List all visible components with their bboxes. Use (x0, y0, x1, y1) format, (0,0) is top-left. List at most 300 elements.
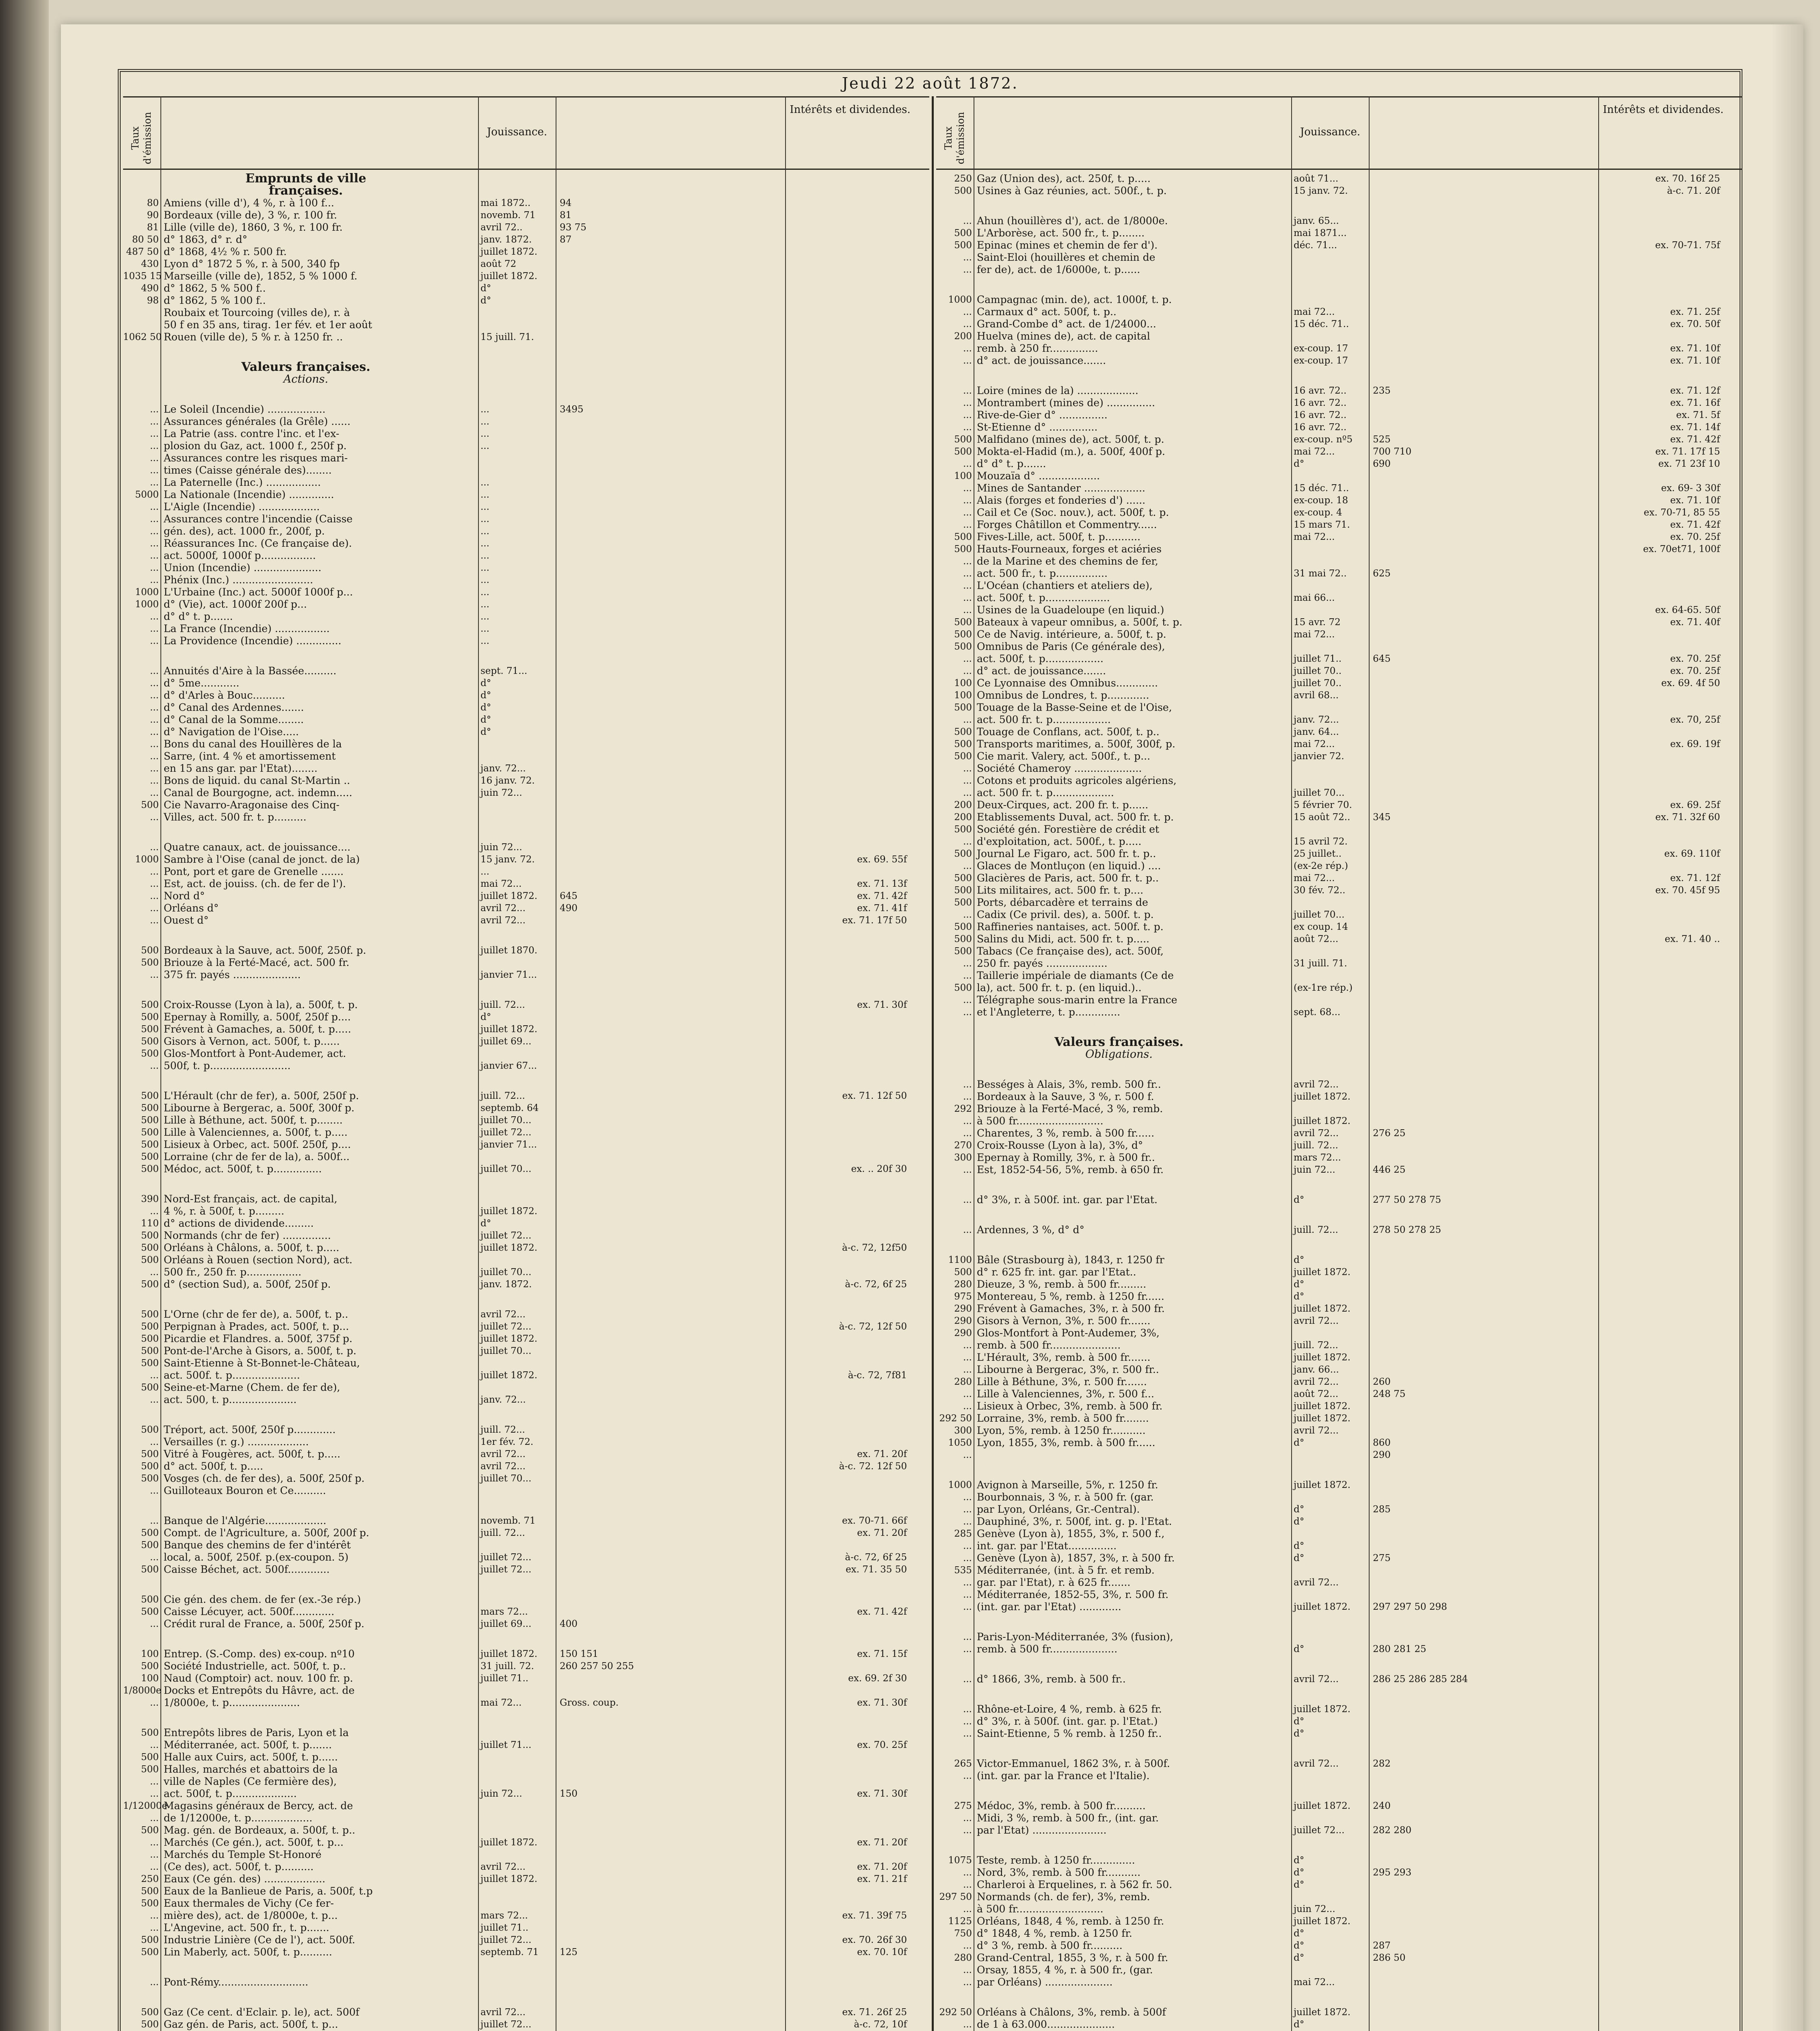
issue-rate: 500 (141, 1139, 159, 1150)
issue-rate: ... (963, 970, 972, 981)
security-name: Industrie Linière (Ce de l'), act. 500f. (164, 1934, 355, 1946)
issue-rate: ... (963, 995, 972, 1005)
issue-rate: 1050 (948, 1438, 972, 1448)
jouissance-date: 31 juill. 71. (1294, 958, 1347, 969)
security-name: Actions. (283, 373, 329, 385)
dividend: ex. 70, 25f (1670, 715, 1720, 725)
dividend: ex. 70. 50f (1670, 319, 1720, 329)
issue-rate: ... (963, 1492, 972, 1503)
row-spacer (936, 1061, 1742, 1078)
security-name: Croix-Rousse (Lyon à la), 3%, d° (977, 1139, 1143, 1151)
security-name: act. 500 fr. t. p................... (977, 787, 1114, 799)
dividend: ex. 71. 12f (1670, 873, 1720, 883)
jouissance-date: juillet 72... (480, 1127, 532, 1138)
jouissance-date: avril 72... (1294, 1316, 1339, 1326)
issue-rate: ... (963, 319, 972, 329)
row-spacer (123, 1072, 929, 1090)
jouissance-date: juillet 1872. (480, 1370, 538, 1381)
issue-rate: ... (150, 1862, 159, 1872)
issue-rate: 500 (141, 1898, 159, 1909)
listing-row (123, 999, 929, 1011)
jouissance-date: (ex-1re rép.) (1294, 983, 1353, 993)
listing-row (123, 1278, 929, 1290)
subsection-heading (123, 373, 929, 385)
issue-rate: 200 (954, 331, 972, 342)
jouissance-date: juillet 1872. (1294, 1801, 1351, 1811)
listing-row (936, 185, 1742, 197)
issue-rate: 270 (954, 1140, 972, 1151)
listing-row (123, 574, 929, 586)
listing-row (936, 970, 1742, 982)
jouissance-date: d° (1294, 1879, 1305, 1890)
jouissance-date: ... (480, 441, 489, 451)
listing-row (123, 1976, 929, 1988)
dividend: à-c. 72, 6f 25 (845, 1552, 907, 1563)
security-name: d° act. 500f, t. p..... (164, 1460, 263, 1472)
price-quotes: 690 (1373, 459, 1391, 469)
listing-row (123, 1254, 929, 1266)
listing-row (123, 1485, 929, 1497)
jouissance-date: juill. 72... (480, 1425, 525, 1435)
right-table-header (936, 96, 1742, 170)
security-name: L'Arborèse, act. 500 fr., t. p........ (977, 227, 1145, 239)
listing-row (936, 775, 1742, 787)
jouissance-date: juin 72... (480, 842, 522, 853)
jouissance-date: mai 72... (480, 879, 522, 889)
issue-rate: 1/12000e (123, 1801, 168, 1811)
jouissance-date: d° (480, 727, 491, 737)
issue-rate: 500 (141, 1164, 159, 1174)
security-name: Cail et Ce (Soc. nouv.), act. 500f, t. p. (977, 507, 1169, 518)
header-taux: Taux d'émission (943, 112, 966, 165)
listing-row (123, 914, 929, 927)
jouissance-date: d° (1294, 1438, 1305, 1448)
jouissance-date: juillet 1872. (480, 1243, 538, 1253)
issue-rate: ... (963, 1389, 972, 1399)
dividend: ex. 69. 4f 50 (1661, 678, 1720, 689)
security-name: 500f, t. p......................... (164, 1060, 291, 1072)
security-name: Nord d° (164, 890, 205, 902)
jouissance-date: juillet 70... (480, 1115, 532, 1126)
listing-row (936, 604, 1742, 616)
listing-row (123, 1824, 929, 1836)
issue-rate: ... (963, 1644, 972, 1654)
security-name: par Orléans) ..................... (977, 1976, 1113, 1988)
issue-rate: 500 (954, 641, 972, 652)
issue-rate: ... (150, 1370, 159, 1381)
security-name: Entrep. (S.-Comp. des) ex-coup. nº10 (164, 1648, 355, 1660)
security-name: Bâle (Strasbourg à), 1843, r. 1250 fr (977, 1254, 1164, 1266)
dividend: ex. 70-71. 75f (1655, 240, 1720, 251)
price-quotes: 286 25 286 285 284 (1373, 1674, 1468, 1685)
dividend: ex. 71. 10f (1670, 343, 1720, 354)
left-table-header (123, 96, 929, 170)
jouissance-date: d° (1294, 1940, 1305, 1951)
price-quotes: 282 (1373, 1758, 1391, 1769)
issue-rate: 1000 (135, 587, 159, 598)
security-name: Assurances contre l'incendie (Caisse (164, 513, 353, 525)
jouissance-date: mai 1871... (1294, 228, 1347, 238)
jouissance-date: mai 72... (480, 1698, 522, 1708)
issue-rate: 500 (141, 1935, 159, 1945)
security-name: Ce Lyonnaise des Omnibus............. (977, 677, 1158, 689)
listing-row (123, 714, 929, 726)
listing-row (123, 1217, 929, 1230)
jouissance-date: ... (480, 599, 489, 610)
security-name: Genève (Lyon à), 1855, 3%, r. 500 f., (977, 1528, 1165, 1539)
dividend: ex. 71. 13f (857, 879, 907, 889)
row-spacer (123, 1290, 929, 1308)
issue-rate: 80 50 (132, 234, 159, 245)
issue-rate: ... (150, 727, 159, 737)
security-name: Lin Maberly, act. 500f, t. p.......... (164, 1946, 332, 1958)
jouissance-date: juillet 70.. (1294, 678, 1342, 689)
book-binding (0, 0, 49, 2031)
security-name: Bordeaux à la Sauve, act. 500f, 250f. p. (164, 944, 366, 956)
security-name: 50 f en 35 ans, tirag. 1er fév. et 1er août (164, 319, 372, 331)
security-name: Charleroi à Erquelines, r. à 562 fr. 50. (977, 1879, 1173, 1890)
security-name: Lits militaires, act. 500 fr. t. p.... (977, 884, 1144, 896)
security-name: Epernay à Romilly, 3%, r. à 500 fr.. (977, 1152, 1155, 1163)
jouissance-date: d° (1294, 1953, 1305, 1963)
jouissance-date: 15 avril 72. (1294, 836, 1348, 847)
listing-row (123, 1618, 929, 1630)
jouissance-date: ... (480, 538, 489, 549)
price-quotes: 287 (1373, 1940, 1391, 1951)
dividend: ex. 71. 35 50 (846, 1564, 907, 1575)
jouissance-date: juillet 1872. (480, 1334, 538, 1344)
issue-rate: ... (150, 666, 159, 676)
dividend: à-c. 72, 12f50 (842, 1243, 907, 1253)
listing-row (123, 1436, 929, 1448)
issue-rate: 500 (141, 1036, 159, 1047)
listing-row (936, 933, 1742, 945)
jouissance-date: avril 72... (1294, 1425, 1339, 1436)
security-name: La Paternelle (Inc.) ................. (164, 476, 321, 488)
jouissance-date: ... (480, 404, 489, 415)
security-name: Sarre, (int. 4 % et amortissement (164, 750, 336, 762)
listing-row (936, 318, 1742, 330)
listing-row (936, 1278, 1742, 1290)
listing-row (123, 902, 929, 914)
listing-row (936, 860, 1742, 872)
listing-row (123, 1697, 929, 1709)
issue-rate: ... (963, 252, 972, 263)
security-name: Carmaux d° act. 500f, t. p.. (977, 306, 1117, 318)
security-name: Salins du Midi, act. 500 fr. t. p..... (977, 933, 1149, 945)
listing-row (123, 1551, 929, 1563)
security-name: Emprunts de ville (245, 171, 366, 186)
security-name: times (Caisse générale des)........ (164, 464, 332, 476)
jouissance-date: d° (1294, 1716, 1305, 1727)
listing-row (936, 1412, 1742, 1425)
issue-rate: ... (150, 891, 159, 901)
listing-row (123, 1751, 929, 1763)
security-name: 250 fr. payés ................... (977, 957, 1108, 969)
listing-row (123, 234, 929, 246)
price-quotes: 260 257 50 255 (560, 1661, 634, 1672)
jouissance-date: sept. 68... (1294, 1007, 1341, 1018)
jouissance-date: ... (480, 416, 489, 427)
security-name: L'Hérault, 3%, remb. à 500 fr....... (977, 1351, 1151, 1363)
issue-rate: 500 (141, 1473, 159, 1484)
jouissance-date: ... (480, 636, 489, 646)
security-name: Phénix (Inc.) ......................... (164, 574, 313, 586)
listing-row (123, 1672, 929, 1685)
security-name: Lyon, 5%, remb. à 1250 fr........... (977, 1425, 1146, 1436)
listing-row (936, 1601, 1742, 1613)
dividend: ex. 71. 20f (857, 1449, 907, 1459)
listing-row (123, 1873, 929, 1885)
listing-row (936, 1400, 1742, 1412)
listing-row (936, 1964, 1742, 1976)
issue-rate: ... (150, 915, 159, 926)
jouissance-date: avril 72.. (480, 222, 523, 233)
issue-rate: 500 (954, 617, 972, 628)
security-name: act. 500f, t. p.................... (977, 592, 1110, 604)
price-quotes: 150 (560, 1788, 578, 1799)
security-name: d° d° t. p....... (164, 611, 233, 622)
security-name: en 15 ans gar. par l'Etat)........ (164, 762, 318, 774)
issue-rate: 500 (141, 1255, 159, 1265)
issue-rate: 487 50 (126, 247, 159, 257)
price-quotes: 297 297 50 298 (1373, 1602, 1447, 1612)
jouissance-date: juillet 1872. (480, 891, 538, 901)
listing-row (123, 1812, 929, 1824)
dividend: ex. 71. 10f (1670, 355, 1720, 366)
security-name: Lille à Valenciennes, 3%, r. 500 f... (977, 1388, 1154, 1400)
issue-rate: 110 (141, 1218, 159, 1229)
issue-rate: 300 (954, 1152, 972, 1163)
issue-rate: 500 (141, 1728, 159, 1738)
issue-rate: ... (963, 1364, 972, 1375)
dividend: ex. 69. 19f (1670, 739, 1720, 749)
dividend: ex. 71. 17f 15 (1655, 446, 1720, 457)
security-name: La Patrie (ass. contre l'inc. et l'ex- (164, 428, 340, 440)
jouissance-date: novemb. 71 (480, 210, 536, 221)
security-name: Ouest d° (164, 914, 209, 926)
listing-row (936, 726, 1742, 738)
jouissance-date: d° (480, 1012, 491, 1022)
row-spacer (123, 343, 929, 361)
issue-rate: ... (150, 453, 159, 463)
issue-rate: 500 (141, 1152, 159, 1162)
listing-row (936, 787, 1742, 799)
issue-rate: ... (150, 702, 159, 713)
issue-rate: 500 (141, 1825, 159, 1836)
issue-rate: ... (150, 866, 159, 877)
issue-rate: ... (150, 636, 159, 646)
dividend: à-c. 72, 10f (854, 2019, 907, 2030)
row-spacer (123, 1175, 929, 1193)
dividend: ex. 71. 10f (1670, 495, 1720, 506)
security-name: Rive-de-Gier d° ............... (977, 409, 1108, 421)
issue-rate: ... (963, 1674, 972, 1685)
jouissance-date: juillet 72... (480, 1564, 532, 1575)
jouissance-date: ... (480, 429, 489, 439)
jouissance-date: juillet 70... (480, 1473, 532, 1484)
dividend: à-c. 72, 12f 50 (839, 1321, 907, 1332)
issue-rate: ... (150, 1267, 159, 1277)
listing-row (123, 1205, 929, 1217)
jouissance-date: janvier 67... (480, 1061, 537, 1071)
jouissance-date: juin 72... (1294, 1904, 1335, 1914)
issue-rate: 500 (141, 1886, 159, 1897)
row-spacer (936, 1236, 1742, 1254)
issue-rate: 500 (141, 800, 159, 810)
listing-row (936, 2006, 1742, 2018)
jouissance-date: janvier 72. (1294, 751, 1344, 762)
issue-rate: 500 (141, 2019, 159, 2030)
issue-rate: ... (963, 1450, 972, 1460)
security-name: Lisieux à Orbec, act. 500f. 250f, p.... (164, 1139, 351, 1150)
issue-rate: ... (963, 1516, 972, 1527)
security-name: à 500 fr........................... (977, 1115, 1104, 1127)
listing-row (936, 1728, 1742, 1740)
security-name: Roubaix et Tourcoing (villes de), r. à (164, 307, 350, 318)
issue-rate: ... (963, 216, 972, 226)
listing-row (936, 1351, 1742, 1364)
listing-row (936, 884, 1742, 896)
issue-rate: ... (963, 1352, 972, 1363)
issue-rate: ... (150, 903, 159, 914)
jouissance-date: 16 avr. 72.. (1294, 410, 1347, 420)
security-name: Compt. de l'Agriculture, a. 500f, 200f p. (164, 1527, 369, 1539)
jouissance-date: 31 mai 72.. (1294, 568, 1347, 579)
issue-rate: ... (963, 775, 972, 786)
dividend: à-c. 72, 6f 25 (845, 1279, 907, 1290)
jouissance-date: juillet 69... (480, 1619, 532, 1629)
security-name: Banque de l'Algérie................... (164, 1515, 327, 1526)
listing-row (936, 896, 1742, 909)
jouissance-date: juillet 1872. (1294, 1413, 1351, 1424)
dividend: ex. 71. 20f (857, 1862, 907, 1872)
jouissance-date: juillet 1872. (1294, 1916, 1351, 1927)
dividend: ex. 64-65. 50f (1655, 605, 1720, 615)
issue-rate: ... (150, 611, 159, 622)
listing-row (936, 1800, 1742, 1812)
jouissance-date: ... (480, 477, 489, 488)
security-name: act. 5000f, 1000f p................. (164, 550, 316, 561)
listing-row (936, 251, 1742, 264)
issue-rate: ... (150, 1485, 159, 1496)
issue-rate: 500 (141, 1764, 159, 1775)
listing-row (123, 1035, 929, 1048)
jouissance-date: avril 72... (1294, 1079, 1339, 1090)
dividend: ex. 71. 42f (857, 1607, 907, 1617)
jouissance-date: ex-coup. 17 (1294, 355, 1348, 366)
listing-row (123, 221, 929, 234)
issue-rate: 500 (954, 629, 972, 640)
issue-rate: 500 (141, 1321, 159, 1332)
issue-rate: 500 (141, 1103, 159, 1113)
issue-rate: 500 (141, 1309, 159, 1320)
issue-rate: ... (963, 1728, 972, 1739)
issue-rate: ... (150, 715, 159, 725)
security-name: Teste, remb. à 1250 fr.............. (977, 1854, 1135, 1866)
security-name: la), act. 500 fr. t. p. (en liquid.).. (977, 982, 1142, 994)
security-name: Orléans d° (164, 902, 219, 914)
jouissance-date: ... (480, 489, 489, 500)
jouissance-date: 15 août 72.. (1294, 812, 1350, 823)
issue-rate: 1/8000e (123, 1685, 162, 1696)
security-name: Obligations. (1085, 1048, 1153, 1061)
issue-rate: ... (150, 1619, 159, 1629)
issue-rate: 500 (141, 1947, 159, 1957)
issue-rate: 500 (954, 544, 972, 554)
security-name: Eaux thermales de Vichy (Ce fer- (164, 1897, 334, 1909)
listing-row (936, 1631, 1742, 1643)
security-name: Gisors à Vernon, act. 500f, t. p...... (164, 1035, 340, 1047)
listing-row (936, 385, 1742, 397)
security-name: Montrambert (mines de) ............... (977, 397, 1155, 409)
jouissance-date: mai 72... (1294, 446, 1335, 457)
issue-rate: ... (150, 739, 159, 749)
issue-rate: ... (963, 861, 972, 871)
listing-row (936, 342, 1742, 355)
issue-rate: 500 (954, 849, 972, 859)
issue-rate: ... (963, 715, 972, 725)
listing-row (123, 702, 929, 714)
issue-rate: ... (963, 2019, 972, 2030)
issue-rate: ... (150, 1977, 159, 1988)
security-name: Banque des chemins de fer d'intérêt (164, 1539, 351, 1551)
listing-row (123, 689, 929, 702)
security-name: Lille (ville de), 1860, 3 %, r. 100 fr. (164, 221, 343, 233)
listing-row (123, 197, 929, 209)
listing-row (936, 702, 1742, 714)
issue-rate: 500 (141, 1564, 159, 1575)
jouissance-date: août 72 (480, 259, 517, 269)
security-name: Lyon d° 1872 5 %, r. à 500, 340 fp (164, 258, 340, 270)
issue-rate: ... (963, 568, 972, 579)
row-spacer (123, 385, 929, 403)
security-name: Nord, 3%, remb. à 500 fr........... (977, 1866, 1141, 1878)
listing-row (936, 482, 1742, 494)
issue-rate: ... (963, 1577, 972, 1588)
issue-rate: ... (963, 1589, 972, 1600)
jouissance-date: août 72... (1294, 1389, 1339, 1399)
listing-row (936, 1006, 1742, 1018)
security-name: St-Etienne d° ............... (977, 421, 1098, 433)
issue-rate: ... (963, 1867, 972, 1878)
listing-row (123, 258, 929, 270)
security-name: d° act. de jouissance....... (977, 665, 1106, 677)
security-name: Le Soleil (Incendie) .................. (164, 403, 326, 415)
listing-row (123, 464, 929, 476)
security-name: d° 3 %, remb. à 500 fr.......... (977, 1940, 1123, 1951)
jouissance-date: juillet 1872. (480, 1649, 538, 1659)
security-name: Rouen (ville de), 5 % r. à 1250 fr. .. (164, 331, 343, 343)
security-name: Touage de la Basse-Seine et de l'Oise, (977, 702, 1172, 713)
security-name: Frévent à Gamaches, 3%, r. à 500 fr. (977, 1303, 1165, 1314)
jouissance-date: 15 janv. 72. (480, 854, 535, 865)
issue-rate: ... (963, 1091, 972, 1102)
security-name: La France (Incendie) ................. (164, 623, 330, 634)
security-name: Méditerranée, (int. à 5 fr. et remb. (977, 1564, 1155, 1576)
section-heading (936, 1036, 1742, 1048)
jouissance-date: d° (1294, 1541, 1305, 1551)
listing-row (936, 1703, 1742, 1715)
issue-rate: 1062 50 (123, 332, 162, 342)
security-name: Ce de Navig. intérieure, a. 500f, t. p. (977, 628, 1166, 640)
security-name: Mouzaïa d° ................... (977, 470, 1100, 482)
issue-rate: ... (963, 483, 972, 494)
jouissance-date: juillet 1872. (1294, 1267, 1351, 1277)
jouissance-date: janv. 65... (1294, 216, 1339, 226)
security-name: Marchés (Ce gén.), act. 500f, t. p... (164, 1836, 344, 1848)
security-name: Pont-de-l'Arche à Gisors, a. 500f, t. p. (164, 1345, 357, 1357)
